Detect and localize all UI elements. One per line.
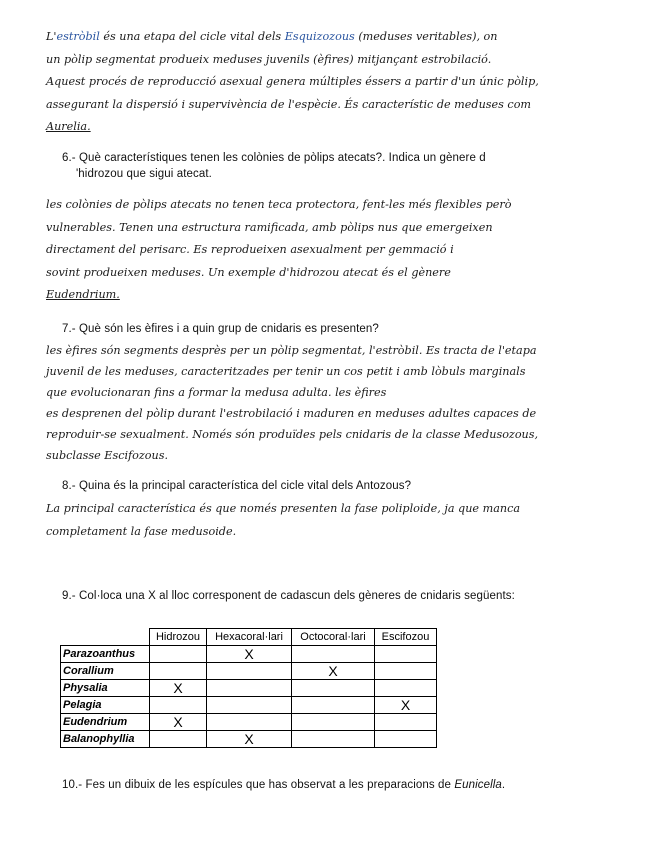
mark-cell bbox=[150, 663, 207, 680]
header-hidrozou: Hidrozou bbox=[150, 629, 207, 646]
answer-6 bbox=[46, 194, 612, 307]
mark-cell bbox=[375, 663, 437, 680]
genus-cell: Pelagia bbox=[61, 697, 150, 714]
genus-cell: Physalia bbox=[61, 680, 150, 697]
answer-7-line: les èfires són segments desprès per un pòlip segmentat, l'estròbil. Es tracta de l'etapa bbox=[46, 344, 537, 357]
table-row bbox=[61, 680, 437, 697]
mark-cell bbox=[375, 731, 437, 748]
table-row bbox=[61, 646, 437, 663]
mark-cell bbox=[375, 680, 437, 697]
mark-cell: X bbox=[207, 731, 292, 748]
answer-7-line: es desprenen del pòlip durant l'estrobilació i maduren en meduses adultes capaces de bbox=[46, 407, 537, 420]
intro-line-4: assegurant la dispersió i supervivència de l'espècie. És característic de meduses com bbox=[46, 97, 532, 111]
mark-cell bbox=[207, 680, 292, 697]
mark-cell bbox=[292, 714, 375, 731]
intro-line-2: un pòlip segmentat produeix meduses juvenils (èfires) mitjançant estrobilació. bbox=[46, 52, 492, 66]
question-8-line-1: 8.- Quina és la principal característica del cicle vital dels Antozous? bbox=[62, 480, 412, 492]
mark-cell bbox=[292, 646, 375, 663]
table-header-row bbox=[61, 629, 437, 646]
genus-cell: Eudendrium bbox=[61, 714, 150, 731]
question-7-line-1: 7.- Què són les èfires i a quin grup de cnidaris es presenten? bbox=[62, 323, 379, 335]
question-6-line-2: 'hidrozou que sigui atecat. bbox=[76, 168, 212, 180]
question-8 bbox=[62, 478, 602, 494]
mark-cell bbox=[207, 697, 292, 714]
answer-6-line: directament del perisarc. Es reprodueixen asexualment per gemmació i bbox=[46, 243, 454, 256]
intro-line-5: Aurelia. bbox=[46, 120, 91, 133]
header-octocorallari: Octocoral·lari bbox=[292, 629, 375, 646]
question-9-line-1: 9.- Col·loca una X al lloc corresponent de cadascun dels gèneres de cnidaris següents: bbox=[62, 590, 515, 602]
answer-6-line: les colònies de pòlips atecats no tenen teca protectora, fent-les més flexibles però bbox=[46, 198, 512, 211]
cnidaria-classification-table bbox=[60, 628, 437, 748]
table-row bbox=[61, 714, 437, 731]
answer-7-line: juvenil de les meduses, caracteritzades per tenir un cos petit i amb lòbuls marginals bbox=[46, 365, 526, 378]
answer-6-genus: Eudendrium. bbox=[46, 288, 120, 301]
mark-cell bbox=[150, 646, 207, 663]
table-row bbox=[61, 663, 437, 680]
intro-answer bbox=[46, 26, 612, 139]
intro-text: és una etapa del cicle vital dels bbox=[99, 30, 285, 43]
intro-text: (meduses veritables), on bbox=[354, 30, 498, 43]
question-10 bbox=[62, 777, 602, 793]
answer-6-line: sovint produeixen meduses. Un exemple d'hidrozou atecat és el gènere bbox=[46, 265, 451, 279]
term-esquizozous: Esquizozous bbox=[284, 30, 355, 43]
table-row bbox=[61, 697, 437, 714]
question-7 bbox=[62, 321, 602, 337]
question-10-text: 10.- Fes un dibuix de les espícules que has observat a les preparacions de bbox=[62, 779, 455, 791]
mark-cell bbox=[292, 680, 375, 697]
answer-8-line: completament la fase medusoide. bbox=[46, 524, 237, 538]
answer-7-line: reproduir-se sexualment. Només són produïdes pels cnidaris de la classe Medusozous, bbox=[46, 428, 539, 441]
answer-8 bbox=[46, 498, 612, 543]
genus-cell: Corallium bbox=[61, 663, 150, 680]
genus-cell: Parazoanthus bbox=[61, 646, 150, 663]
answer-6-line: vulnerables. Tenen una estructura ramificada, amb pòlips nus que emergeixen bbox=[46, 220, 493, 234]
answer-7-line: que evolucionaran fins a formar la medusa adulta. les èfires bbox=[46, 386, 387, 399]
intro-line-3: Aquest procés de reproducció asexual genera múltiples éssers a partir d'un únic pòlip, bbox=[46, 75, 539, 88]
mark-cell bbox=[292, 731, 375, 748]
answer-8-line: La principal característica és que només presenten la fase poliploide, ja que manca bbox=[46, 502, 521, 515]
term-estrobil: estròbil bbox=[56, 30, 100, 43]
question-9 bbox=[62, 588, 602, 604]
mark-cell bbox=[207, 663, 292, 680]
mark-cell: X bbox=[375, 697, 437, 714]
question-6-line-1: 6.- Què característiques tenen les colònies de pòlips atecats?. Indica un gènere d bbox=[62, 152, 486, 164]
mark-cell: X bbox=[207, 646, 292, 663]
header-hexacorallari: Hexacoral·lari bbox=[207, 629, 292, 646]
table-corner bbox=[61, 629, 150, 646]
intro-line-1 bbox=[46, 26, 612, 49]
header-escifozou: Escifozou bbox=[375, 629, 437, 646]
mark-cell bbox=[150, 731, 207, 748]
mark-cell bbox=[375, 646, 437, 663]
answer-7 bbox=[46, 340, 612, 466]
mark-cell: X bbox=[150, 680, 207, 697]
question-10-genus: Eunicella bbox=[454, 779, 502, 791]
question-6 bbox=[62, 150, 602, 182]
table-row bbox=[61, 731, 437, 748]
answer-7-line: subclasse Escifozous. bbox=[46, 449, 169, 462]
question-10-end: . bbox=[501, 779, 506, 791]
mark-cell bbox=[375, 714, 437, 731]
mark-cell bbox=[150, 697, 207, 714]
mark-cell bbox=[292, 697, 375, 714]
mark-cell: X bbox=[150, 714, 207, 731]
intro-text: L' bbox=[46, 30, 57, 43]
mark-cell: X bbox=[292, 663, 375, 680]
mark-cell bbox=[207, 714, 292, 731]
genus-cell: Balanophyllia bbox=[61, 731, 150, 748]
